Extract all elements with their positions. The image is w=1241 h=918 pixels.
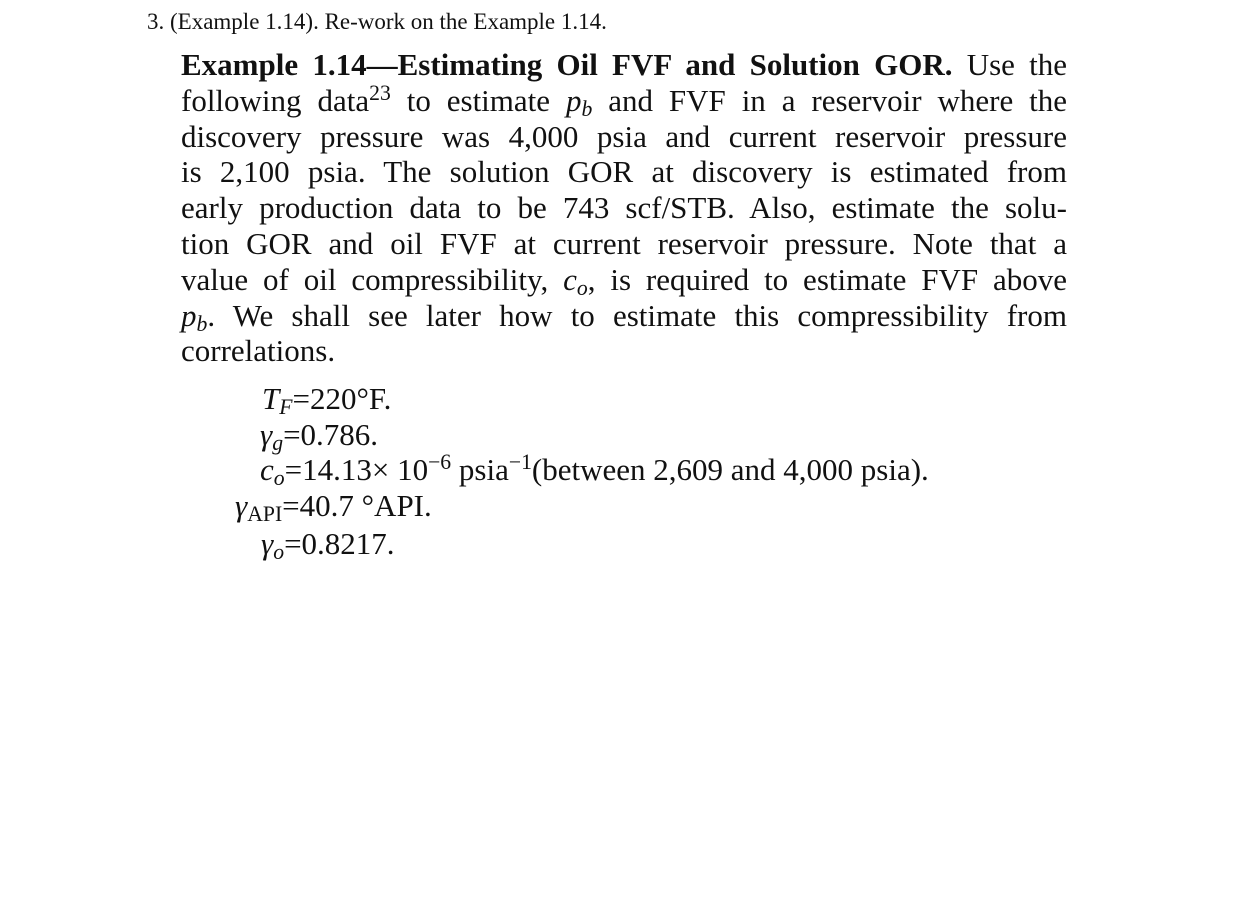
excerpt-line-7 xyxy=(181,261,1068,301)
excerpt-line-2 xyxy=(181,80,1068,122)
bubble-point-symbol: $p_b$ xyxy=(565,82,593,122)
excerpt-line-3: discovery pressure was 4,000 psia and current reservoir pressure xyxy=(181,118,1067,154)
example-excerpt xyxy=(181,47,1067,369)
line1-tail: Use the xyxy=(966,47,1067,82)
excerpt-line-6: tion GOR and oil FVF at current reservoir pressure. Note that a xyxy=(181,225,1067,261)
line2-c: and FVF in a reservoir where the xyxy=(608,82,1068,118)
excerpt-line-4: is 2,100 psia. The solution GOR at discovery is estimated from xyxy=(181,154,1067,190)
line2-a: following data xyxy=(181,82,370,118)
line2-b: to estimate xyxy=(406,82,551,118)
example-heading: Example 1.14—Estimating Oil FVF and Solution GOR. xyxy=(181,47,953,82)
excerpt-line-8 xyxy=(181,298,1067,334)
excerpt-line-9: correlations. xyxy=(181,333,336,369)
given-gas-gravity: $\gamma_g=0.786$. xyxy=(260,417,379,456)
line8-b: . We shall see later how to estimate this compressibility from xyxy=(207,297,1067,333)
given-temperature: $T_F=220^\circ F$. xyxy=(262,381,392,420)
line7-b: , is required to estimate FVF above xyxy=(587,261,1068,297)
question-text: 3. (Example 1.14). Re-work on the Example 1.14. xyxy=(147,9,607,34)
given-oil-compressibility: $c_o=14.13\times 10^{-6}$ psia$^{-1}$(between 2,609 and 4,000 psia). xyxy=(260,450,929,491)
line7-a: value of oil compressibility, xyxy=(181,261,549,297)
excerpt-line-1 xyxy=(181,47,1067,83)
oil-compressibility-symbol: $c_o$ xyxy=(563,261,588,301)
given-api-gravity: $\gamma_{API}=40.7$ °API. xyxy=(235,488,432,527)
given-oil-gravity: $\gamma_o=0.8217$. xyxy=(261,526,395,565)
reference-superscript: 23 xyxy=(369,80,391,105)
bubble-point-symbol-2: $p_b$ xyxy=(181,297,208,336)
excerpt-line-5: early production data to be 743 scf/STB. Also, estimate the solu- xyxy=(181,190,1067,226)
